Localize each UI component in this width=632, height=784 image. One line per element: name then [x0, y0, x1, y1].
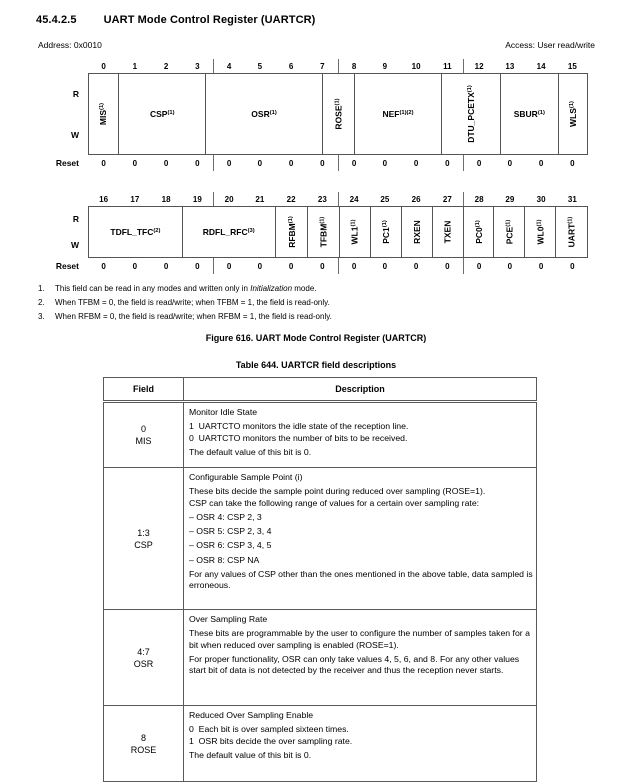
description-line: Reduced Over Sampling Enable — [189, 710, 314, 720]
bit-number: 17 — [130, 195, 140, 204]
section-heading — [36, 0, 632, 26]
description-cell — [184, 706, 537, 782]
field-column-header: Field — [104, 378, 184, 402]
table-row — [104, 468, 537, 610]
field-superscript: (1) — [287, 216, 294, 224]
bit-number: 30 — [536, 195, 546, 204]
reset-value: 0 — [445, 261, 450, 271]
reset-label: Reset — [55, 261, 79, 271]
register-field — [182, 207, 275, 257]
reset-value: 0 — [338, 155, 369, 171]
reset-value: 0 — [213, 258, 244, 274]
bit-number: 24 — [338, 192, 369, 206]
description-line: – OSR 4: CSP 2, 3 — [189, 511, 262, 522]
read-write-labels — [36, 206, 88, 258]
footnotes — [38, 284, 602, 321]
reset-value: 0 — [195, 261, 200, 271]
reset-value: 0 — [257, 261, 263, 271]
register-field — [441, 74, 500, 154]
field-cell — [104, 610, 184, 706]
table-header-row — [104, 378, 537, 402]
reset-row — [36, 155, 632, 171]
bit-number: 12 — [463, 59, 494, 73]
bit-numbers-row — [36, 59, 632, 73]
bit-number: 0 — [101, 62, 106, 71]
table-caption: Table 644. UARTCR field descriptions — [235, 360, 397, 370]
register-field — [275, 207, 308, 257]
table-row — [104, 402, 537, 468]
description-cell — [184, 402, 537, 468]
description-line: For proper functionality, OSR can only take values 4, 5, 6, and 8. For any other values start bit of data is not detected by the receiver and thus the reception never starts. — [189, 653, 522, 676]
field-superscript: (1) — [467, 85, 474, 93]
field-superscript: (1) — [167, 110, 175, 117]
field-superscript: (1) — [567, 216, 574, 224]
address-access-row — [38, 40, 595, 50]
section-number: 45.4.2.5 — [36, 14, 77, 26]
reset-value: 0 — [570, 261, 575, 271]
field-cell — [104, 468, 184, 610]
reset-value: 0 — [538, 158, 544, 168]
reset-value: 0 — [507, 158, 513, 168]
reset-value: 0 — [320, 261, 325, 271]
register-field — [401, 207, 432, 257]
register-field — [205, 74, 321, 154]
bit-number: 6 — [288, 62, 294, 71]
reset-value: 0 — [213, 155, 244, 171]
bit-number: 9 — [382, 62, 388, 71]
field-bits: 1:3 — [137, 527, 150, 538]
field-superscript: (1) — [474, 220, 481, 228]
footnote — [38, 284, 602, 293]
field-superscript: (1) — [319, 216, 326, 224]
register-field — [307, 207, 339, 257]
register-field — [555, 207, 587, 257]
description-line: The default value of this bit is 0. — [189, 446, 312, 457]
field-label: MIS$^{(1)}$ — [98, 102, 109, 126]
row-gutter — [36, 192, 88, 206]
reset-value: 0 — [413, 261, 419, 271]
footnote-number: 1. — [38, 284, 45, 293]
bit-number: 26 — [411, 195, 421, 204]
footnote-number: 3. — [38, 312, 45, 321]
field-superscript: (1) — [381, 220, 388, 228]
bit-number: 11 — [443, 62, 452, 71]
field-label: $NEF^{(1)(2)}$ — [382, 109, 414, 119]
row-gutter — [36, 59, 88, 73]
footnote-text: When TFBM = 0, the field is read/write; when TFBM = 1, the field is read-only. — [55, 298, 330, 307]
description-line: Over Sampling Rate — [189, 614, 268, 624]
field-label: RDFL_RFC$^{(3)}$ — [202, 227, 255, 237]
field-label: RFBM$^{(1)}$ — [286, 216, 297, 248]
field-label: TFBM$^{(1)}$ — [318, 216, 329, 248]
register-field — [558, 74, 587, 154]
bit-number: 18 — [161, 195, 171, 204]
description-line: – OSR 5: CSP 2, 3, 4 — [189, 526, 272, 537]
field-superscript: (2) — [153, 228, 161, 235]
description-line: These bits are programmable by the user to configure the number of samples taken for a bit when reduced over sampling is enabled (ROSE=1). — [189, 628, 533, 650]
register-diagrams — [0, 59, 632, 274]
description-cell — [184, 468, 537, 610]
description-line: – OSR 6: CSP 3, 4, 5 — [189, 540, 272, 551]
field-superscript: (1)(2) — [399, 110, 414, 117]
reset-value: 0 — [163, 158, 169, 168]
reset-value: 0 — [132, 158, 138, 168]
register-box — [88, 206, 588, 258]
field-label: SBUR$^{(1)}$ — [513, 109, 545, 119]
footnote-italic: Initialization — [250, 284, 293, 293]
read-label: R — [72, 214, 79, 224]
bit-number: 23 — [317, 195, 327, 204]
field-name: OSR — [133, 658, 154, 669]
description-line: – OSR 8: CSP NA — [189, 554, 260, 565]
register-field — [463, 207, 494, 257]
description-line: These bits decide the sample point during reduced over sampling (ROSE=1). — [189, 486, 486, 497]
footnote — [38, 312, 602, 321]
field-superscript: (1) — [569, 101, 576, 109]
register-field — [118, 74, 205, 154]
field-superscript: (1) — [505, 219, 512, 227]
field-label: DTU_PCETX$^{(1)}$ — [465, 85, 476, 143]
field-superscript: (3) — [247, 228, 255, 235]
bit-number: 5 — [257, 62, 263, 71]
bit-number: 31 — [567, 195, 577, 204]
description-line: Monitor Idle State — [189, 407, 258, 417]
field-bits: 0 — [140, 424, 146, 434]
description-line: 0 Each bit is over sampled sixteen times. — [189, 724, 349, 735]
register-field — [89, 207, 182, 257]
bit-number: 19 — [192, 195, 202, 204]
field-cell — [104, 402, 184, 468]
reset-value: 0 — [257, 158, 263, 168]
field-label: PCE$^{(1)}$ — [504, 219, 515, 245]
reset-value: 0 — [382, 158, 388, 168]
footnote-number: 2. — [38, 298, 45, 307]
bit-number: 28 — [463, 192, 494, 206]
bit-number: 8 — [338, 59, 369, 73]
footnote-text: This field can be read in any modes and written only in Initialization mode. — [55, 284, 317, 293]
description-cell — [184, 610, 537, 706]
reset-value: 0 — [288, 261, 294, 271]
register-diagram — [36, 59, 632, 171]
reset-value: 0 — [413, 158, 419, 168]
table-row — [104, 610, 537, 706]
footnote — [38, 298, 602, 307]
page-title: UART Mode Control Register (UARTCR) — [103, 14, 316, 26]
register-field — [339, 207, 370, 257]
register-field — [370, 207, 401, 257]
field-descriptions-table — [103, 377, 537, 782]
bit-number: 22 — [286, 195, 296, 204]
reset-value: 0 — [445, 158, 450, 168]
register-body — [36, 73, 632, 155]
reset-value: 0 — [101, 158, 106, 168]
bit-numbers-row — [36, 192, 632, 206]
bit-number: 20 — [213, 192, 244, 206]
field-label: WLS$^{(1)}$ — [567, 101, 578, 127]
register-field — [432, 207, 463, 257]
field-superscript: (1) — [99, 102, 106, 110]
bit-number: 21 — [255, 195, 265, 204]
field-name: MIS — [135, 436, 152, 446]
description-line: For any values of CSP other than the ones mentioned in the above table, data sampled is erroneous. — [189, 569, 536, 591]
write-label: W — [70, 129, 79, 140]
register-field — [322, 74, 354, 154]
description-line: 1 OSR bits decide the over sampling rate. — [189, 735, 353, 746]
field-superscript: (1) — [334, 98, 341, 106]
bit-number: 2 — [163, 62, 169, 71]
description-line: CSP can take the following range of values for a certain over sampling rate: — [189, 497, 480, 508]
field-bits: 4:7 — [137, 646, 150, 657]
reset-value: 0 — [132, 261, 138, 271]
register-diagram — [36, 192, 632, 274]
field-label: RXEN — [411, 220, 422, 244]
reset-label: Reset — [55, 158, 79, 168]
field-label: PC0$^{(1)}$ — [473, 220, 484, 244]
access-label: Access: User read/write — [505, 40, 595, 50]
reset-value: 0 — [101, 261, 106, 271]
field-label: OSR$^{(1)}$ — [251, 109, 277, 119]
reset-value: 0 — [570, 158, 575, 168]
register-field — [89, 74, 118, 154]
description-line: The default value of this bit is 0. — [189, 749, 312, 760]
field-name: ROSE — [130, 744, 157, 755]
field-label: TXEN — [442, 220, 453, 244]
field-superscript: (1) — [269, 110, 277, 117]
reset-value: 0 — [507, 261, 513, 271]
reset-value: 0 — [538, 261, 544, 271]
field-superscript: (1) — [537, 110, 545, 117]
bit-number: 4 — [213, 59, 244, 73]
reset-value: 0 — [382, 261, 388, 271]
bit-number: 15 — [567, 62, 577, 71]
register-box — [88, 73, 588, 155]
reset-value: 0 — [338, 258, 369, 274]
bit-number: 14 — [536, 62, 546, 71]
bit-number: 27 — [442, 195, 452, 204]
figure-caption: Figure 616. UART Mode Control Register (UARTCR) — [205, 333, 427, 343]
reset-value: 0 — [463, 155, 494, 171]
description-line: 0 UARTCTO monitors the number of bits to be received. — [189, 432, 408, 443]
field-name: CSP — [134, 539, 153, 550]
reset-row — [36, 258, 632, 274]
register-field — [524, 207, 555, 257]
field-superscript: (1) — [350, 219, 357, 227]
field-label: TDFL_TFC$^{(2)}$ — [110, 227, 161, 237]
bit-number: 10 — [411, 62, 421, 71]
field-label: CSP$^{(1)}$ — [149, 109, 175, 119]
field-superscript: (1) — [536, 219, 543, 227]
bit-number: 25 — [380, 195, 390, 204]
field-label: PC1$^{(1)}$ — [380, 220, 391, 244]
field-label: ROSE$^{(1)}$ — [333, 98, 344, 130]
read-write-labels — [36, 73, 88, 155]
reset-value: 0 — [463, 258, 494, 274]
field-cell — [104, 706, 184, 782]
reset-value: 0 — [320, 158, 325, 168]
bit-number: 1 — [132, 62, 138, 71]
field-label: WL0$^{(1)}$ — [535, 219, 546, 245]
reset-value: 0 — [288, 158, 294, 168]
field-label: WL1$^{(1)}$ — [349, 219, 360, 245]
bit-number: 3 — [195, 62, 200, 71]
register-field — [354, 74, 441, 154]
write-label: W — [70, 240, 79, 250]
field-bits: 8 — [140, 732, 146, 743]
bit-number: 29 — [505, 195, 515, 204]
register-field — [493, 207, 524, 257]
field-label: UART$^{(1)}$ — [566, 216, 577, 248]
register-body — [36, 206, 632, 258]
field-table-body — [104, 402, 537, 782]
bit-number: 13 — [505, 62, 515, 71]
read-label: R — [72, 88, 79, 99]
footnote-text: When RFBM = 0, the field is read/write; when RFBM = 1, the field is read-only. — [55, 312, 332, 321]
register-field — [500, 74, 558, 154]
reset-value: 0 — [195, 158, 200, 168]
description-line: Configurable Sample Point (i) — [189, 472, 303, 482]
table-row — [104, 706, 537, 782]
bit-number: 16 — [99, 195, 109, 204]
address-label: Address: 0x0010 — [38, 40, 102, 50]
bit-number: 7 — [320, 62, 325, 71]
description-column-header: Description — [184, 378, 537, 402]
reset-value: 0 — [163, 261, 169, 271]
description-line: 1 UARTCTO monitors the idle state of the reception line. — [189, 421, 409, 432]
